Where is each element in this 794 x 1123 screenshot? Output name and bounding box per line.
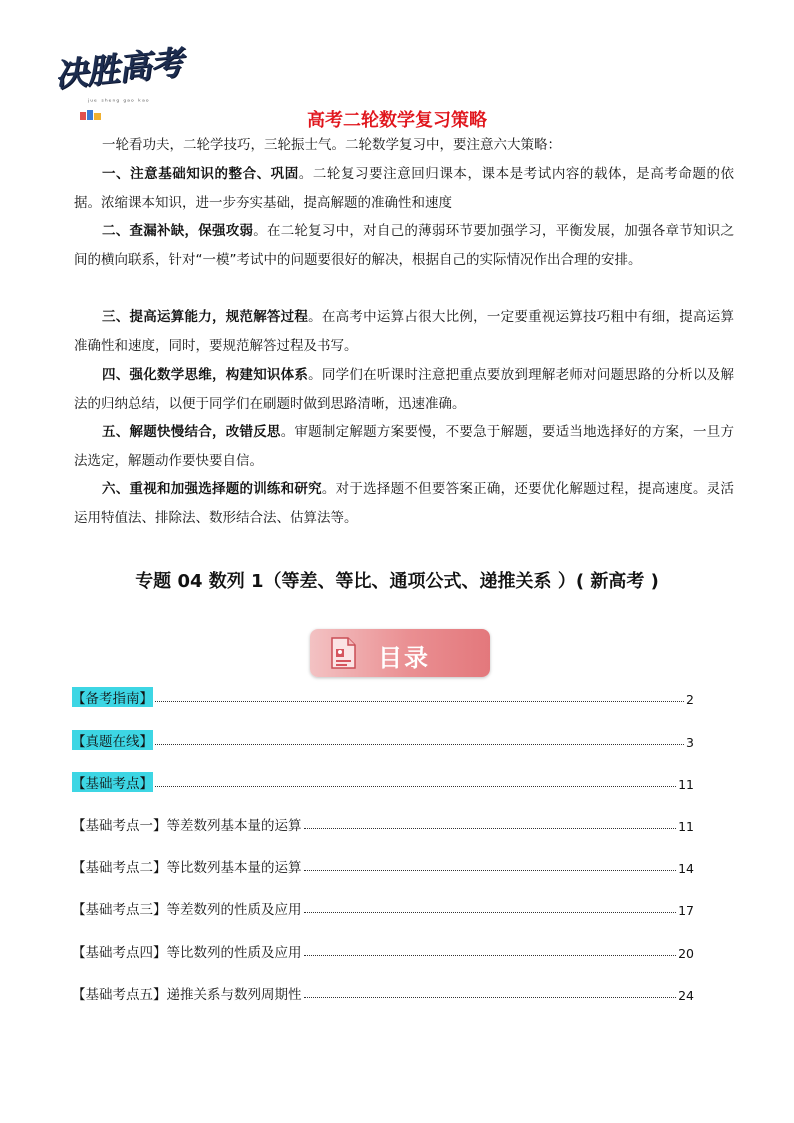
toc-entry[interactable] <box>72 812 694 834</box>
strategy-body: 。二轮复习要注意回归课本，课本是考试内容的载体，是高考命题的依据。浓缩课本知识，进一步夯实基础，提高解题的准确性和速度 <box>74 166 735 211</box>
topic-title: 专题 04 数列 1（等差、等比、通项公式、递推关系 ）( 新高考 ) <box>135 571 659 592</box>
strategy-heading: 六、重视和加强选择题的训练和研究 <box>102 481 322 497</box>
document-title: 高考二轮数学复习策略 <box>307 110 487 131</box>
toc-entry-label: 【基础考点三】等差数列的性质及应用 <box>72 902 302 918</box>
toc-banner <box>310 629 490 677</box>
strategy-body: 。对于选择题不但要答案正确，还要优化解题过程，提高速度。灵活运用特值法、排除法、数形结合法、估算法等。 <box>74 481 735 526</box>
toc-entry-label: 【基础考点二】等比数列基本量的运算 <box>72 860 302 876</box>
toc-entry-label: 【基础考点五】递推关系与数列周期性 <box>72 987 302 1003</box>
toc-entry-page: 14 <box>678 861 694 876</box>
strategy-body: 。在高考中运算占很大比例，一定要重视运算技巧粗中有细，提高运算准确性和速度，同时，要规范解答过程及书写。 <box>74 309 735 354</box>
strategy-paragraph-5 <box>74 418 734 475</box>
toc-entry-label: 【真题在线】 <box>72 730 153 750</box>
strategy-heading: 四、强化数学思维，构建知识体系 <box>102 367 309 383</box>
strategy-heading: 五、解题快慢结合，改错反思 <box>102 424 281 440</box>
strategy-paragraph-3 <box>74 303 734 360</box>
toc-leader-dots <box>155 786 676 787</box>
strategy-heading: 三、提高运算能力，规范解答过程 <box>102 309 309 325</box>
toc-entry[interactable] <box>72 939 694 961</box>
strategy-heading: 一、注意基础知识的整合、巩固 <box>102 166 299 182</box>
toc-leader-dots <box>155 701 684 702</box>
toc-entry[interactable] <box>72 854 694 876</box>
toc-entry[interactable] <box>72 728 694 750</box>
toc-entry[interactable] <box>72 896 694 918</box>
intro-paragraph: 一轮看功夫，二轮学技巧，三轮振士气。二轮数学复习中，要注意六大策略： <box>102 137 561 153</box>
toc-entry[interactable] <box>72 770 694 792</box>
toc-entry-page: 11 <box>678 819 694 834</box>
toc-leader-dots <box>304 997 677 998</box>
toc-entry-page: 20 <box>678 946 694 961</box>
toc-entry-label: 【基础考点】 <box>72 772 153 792</box>
toc-entry-label: 【备考指南】 <box>72 687 153 707</box>
strategy-body: 。在二轮复习中，对自己的薄弱环节要加强学习，平衡发展，加强各章节知识之间的横向联系，针对“一模”考试中的问题要很好的解决，根据自己的实际情况作出合理的安排。 <box>74 223 735 268</box>
toc-entry[interactable] <box>72 981 694 1003</box>
toc-leader-dots <box>304 870 677 871</box>
toc-entry-page: 11 <box>678 777 694 792</box>
strategy-heading: 二、查漏补缺，保强攻弱 <box>102 223 254 239</box>
toc-heading: 目录 <box>378 644 430 672</box>
toc-entry-label: 【基础考点四】等比数列的性质及应用 <box>72 945 302 961</box>
strategy-body: 。同学们在听课时注意把重点要放到理解老师对问题思路的分析以及解法的归纳总结，以便于同学们在刷题时做到思路清晰，迅速准确。 <box>74 367 735 412</box>
strategy-paragraph-6 <box>74 475 734 532</box>
toc-entry-page: 2 <box>686 692 694 707</box>
logo-text: 决胜高考 <box>52 42 185 95</box>
logo-subtitle: ʲᵘᵉ ˢʰᵉⁿᵍ ᵍᵃᵒ ᵏᵃᵒ <box>88 98 150 106</box>
toc-leader-dots <box>304 912 677 913</box>
toc-entry[interactable] <box>72 685 694 707</box>
toc-entry-page: 17 <box>678 903 694 918</box>
toc-leader-dots <box>304 955 677 956</box>
document-icon <box>328 636 358 670</box>
strategy-body: 。审题制定解题方案要慢，不要急于解题，要适当地选择好的方案，一旦方法选定，解题动作要快要自信。 <box>74 424 735 469</box>
toc-entry-label: 【基础考点一】等差数列基本量的运算 <box>72 818 302 834</box>
strategy-paragraph-2 <box>74 217 734 274</box>
toc-leader-dots <box>155 744 684 745</box>
strategy-paragraph-4 <box>74 361 734 418</box>
toc-entry-page: 24 <box>678 988 694 1003</box>
toc-entry-page: 3 <box>686 735 694 750</box>
strategy-paragraph-1 <box>74 160 734 217</box>
toc-leader-dots <box>304 828 677 829</box>
